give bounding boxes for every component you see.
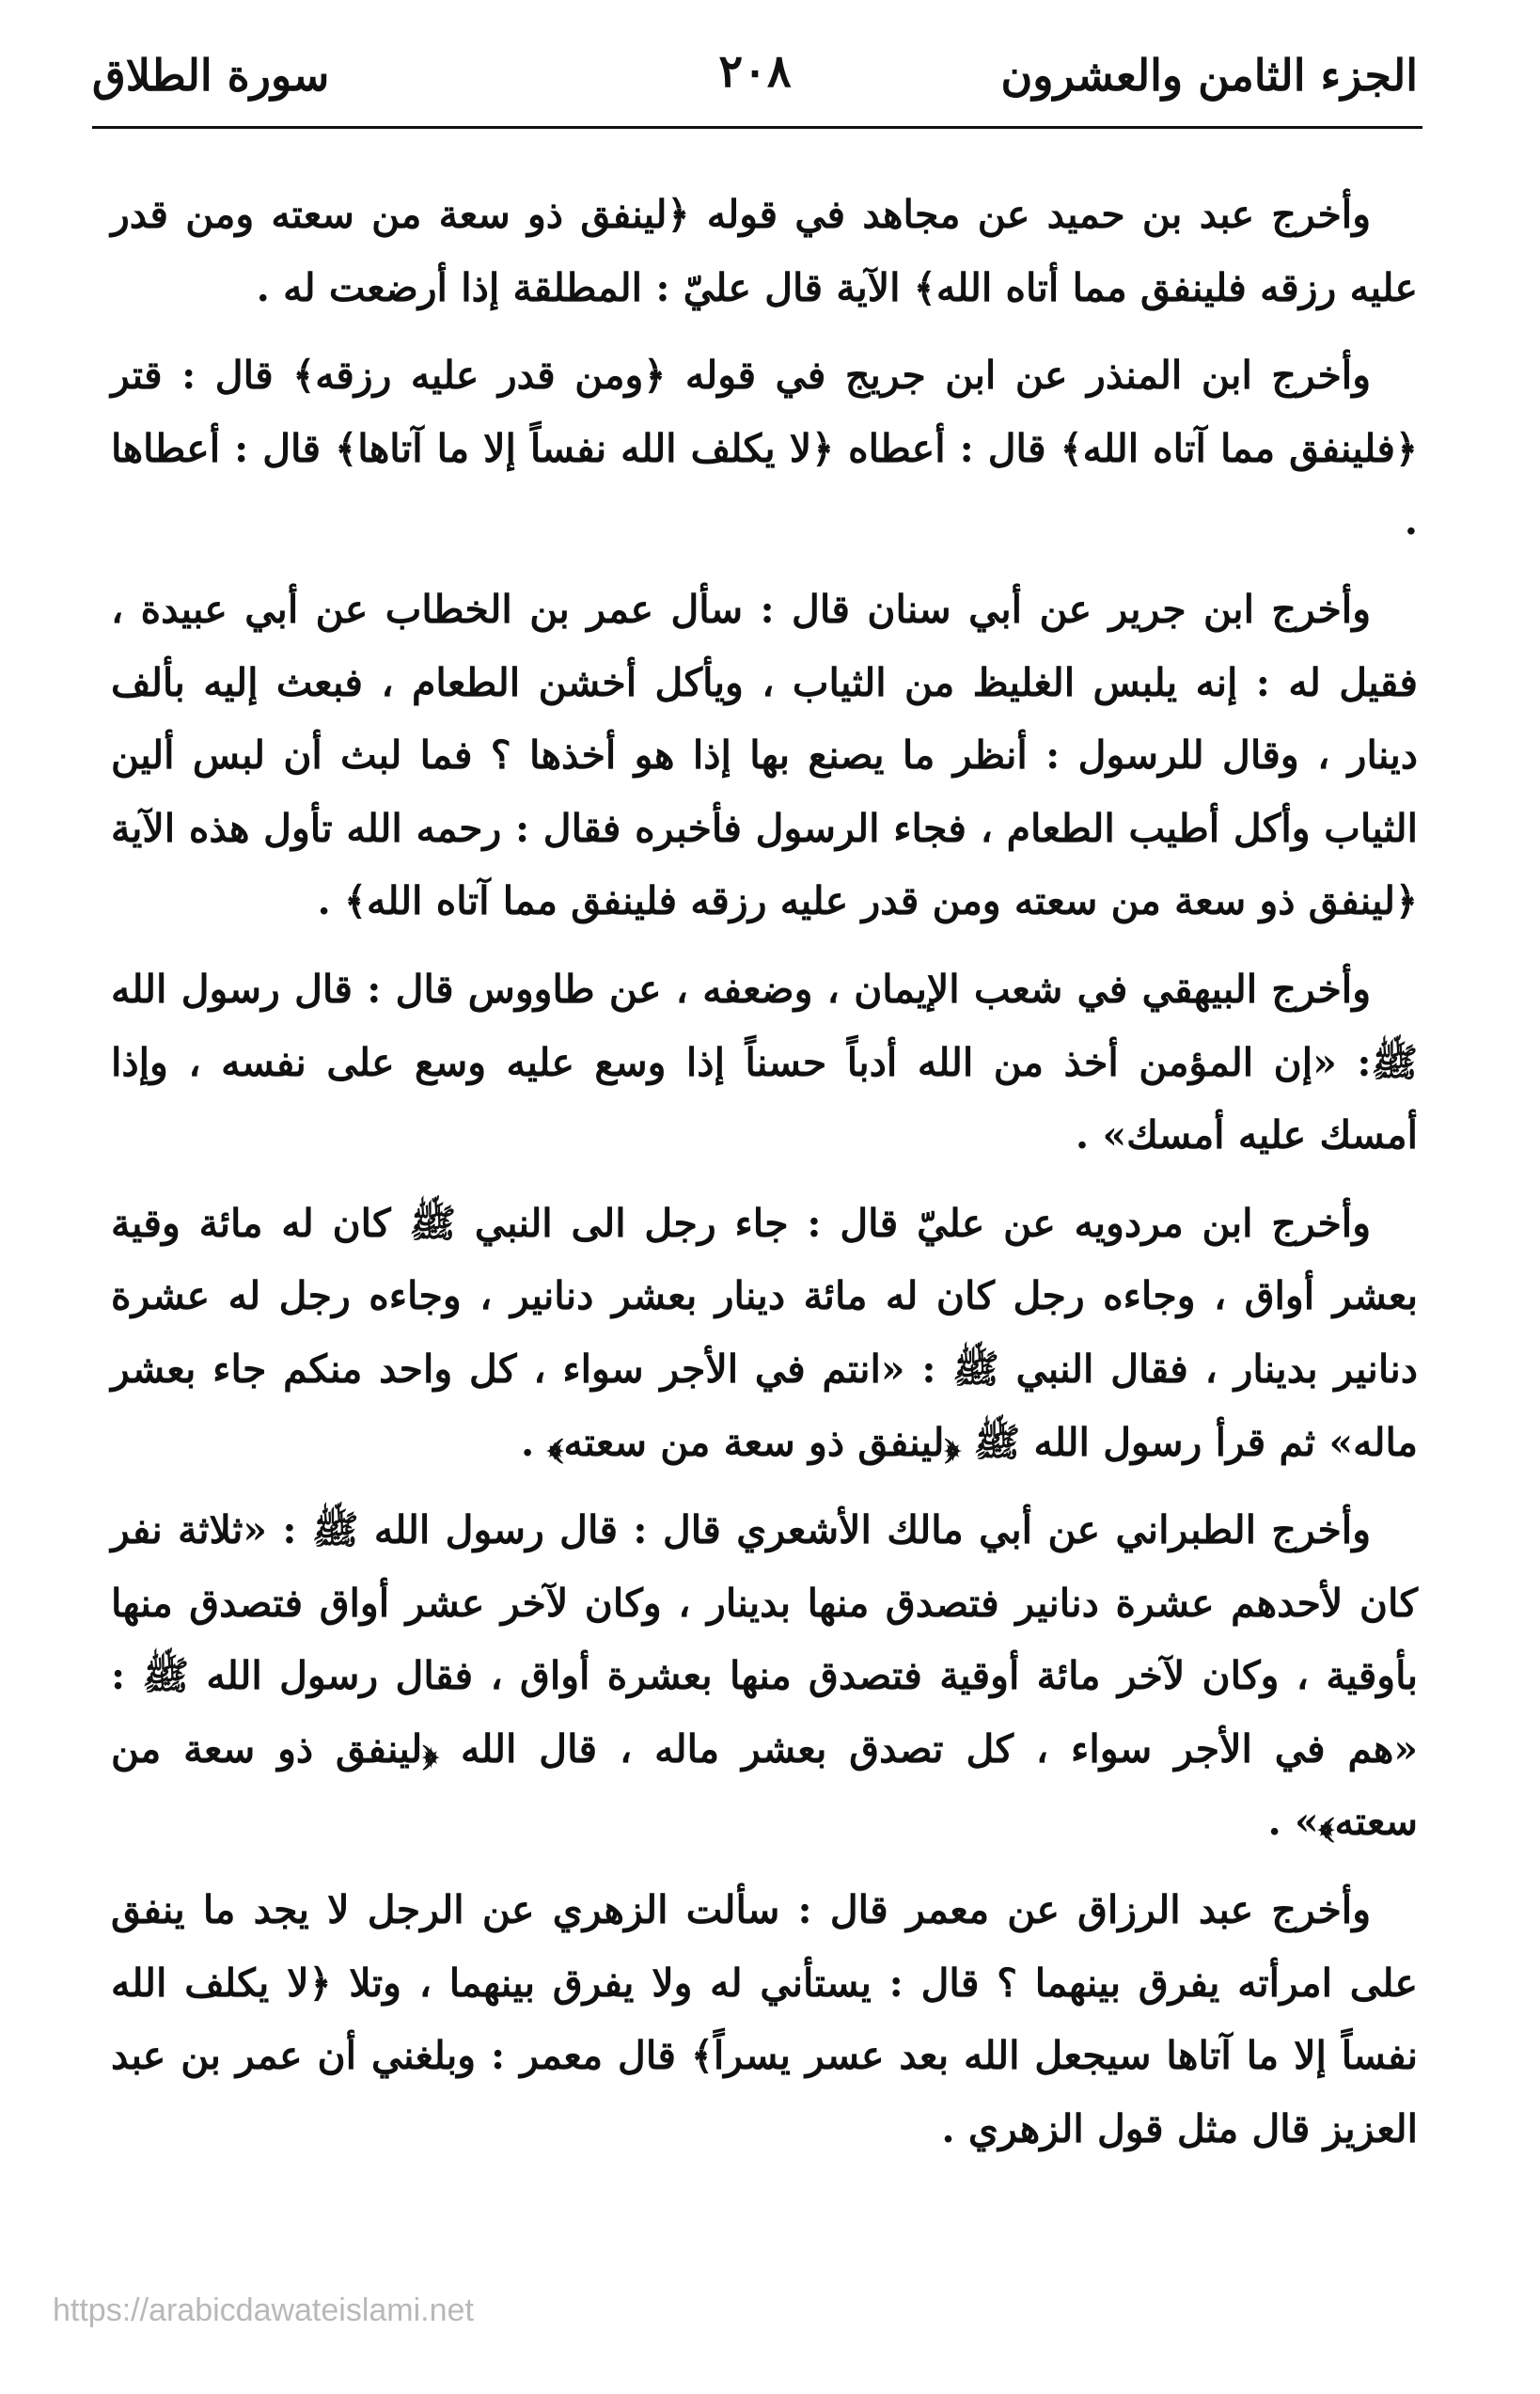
paragraph: وأخرج ابن المنذر عن ابن جريج في قوله ﴿ومن قدر عليه رزقه﴾ قال : قتر ﴿فلينفق مما آتاه الله﴾ قال : أعطاه ﴿لا يكلف الله نفساً إلا ما آتاها﴾ قال : أعطاها .: [111, 353, 1418, 544]
page-body: [111, 179, 1418, 2181]
paragraph: وأخرج عبد الرزاق عن معمر قال : سألت الزهري عن الرجل لا يجد ما ينفق على امرأته يفرق بينهما ؟ قال : يستأني له ولا يفرق بينهما ، وتلا ﴿لا يكلف الله نفساً إلا ما آتاها سيجعل الله بعد عسر يسراً﴾ قال معمر : وبلغني أن عمر بن عبد العزيز قال مثل قول الزهري .: [111, 1887, 1418, 2151]
paragraph: وأخرج ابن جرير عن أبي سنان قال : سأل عمر بن الخطاب عن أبي عبيدة ، فقيل له : إنه يلبس الغليظ من الثياب ، ويأكل أخشن الطعام ، فبعث إليه بألف دينار ، وقال للرسول : أنظر ما يصنع بها إذا هو أخذها ؟ فما لبث أن لبس ألين الثياب وأكل أطيب الطعام ، فجاء الرسول فأخبره فقال : رحمه الله تأول هذه الآية ﴿لينفق ذو سعة من سعته ومن قدر عليه رزقه فلينفق مما آتاه الله﴾ .: [111, 586, 1418, 924]
surah-title: سورة الطلاق: [92, 50, 330, 101]
page-header: [92, 38, 1418, 113]
part-title: الجزء الثامن والعشرون: [1000, 50, 1418, 101]
header-rule: [92, 126, 1422, 129]
page-number: ٢٠٨: [718, 45, 792, 98]
watermark-url: https://arabicdawateislami.net: [53, 2292, 474, 2328]
paragraph: وأخرج الطبراني عن أبي مالك الأشعري قال : قال رسول الله ﷺ : «ثلاثة نفر كان لأحدهم عشرة دنانير فتصدق منها بدينار ، وكان لآخر عشر أواق فتصدق منها بأوقية ، وكان لآخر مائة أوقية فتصدق منها بعشرة أواق ، فقال رسول الله ﷺ : «هم في الأجر سواء ، كل تصدق بعشر ماله ، قال الله ﴿لينفق ذو سعة من سعته﴾» .: [111, 1507, 1418, 1845]
paragraph: وأخرج عبد بن حميد عن مجاهد في قوله ﴿لينفق ذو سعة من سعته ومن قدر عليه رزقه فلينفق مما أتاه الله﴾ الآية قال عليّ : المطلقة إذا أرضعت له .: [111, 192, 1418, 310]
paragraph: وأخرج ابن مردويه عن عليّ قال : جاء رجل الى النبي ﷺ كان له مائة وقية بعشر أواق ، وجاءه رجل كان له مائة دينار بعشر دنانير ، وجاءه رجل له عشرة دنانير بدينار ، فقال النبي ﷺ : «انتم في الأجر سواء ، كل واحد منكم جاء بعشر ماله» ثم قرأ رسول الله ﷺ ﴿لينفق ذو سعة من سعته﴾ .: [111, 1200, 1418, 1465]
paragraph: وأخرج البيهقي في شعب الإيمان ، وضعفه ، عن طاووس قال : قال رسول الله ﷺ: «إن المؤمن أخذ من الله أدباً حسناً إذا وسع عليه وسع على نفسه ، وإذا أمسك عليه أمسك» .: [111, 966, 1418, 1158]
